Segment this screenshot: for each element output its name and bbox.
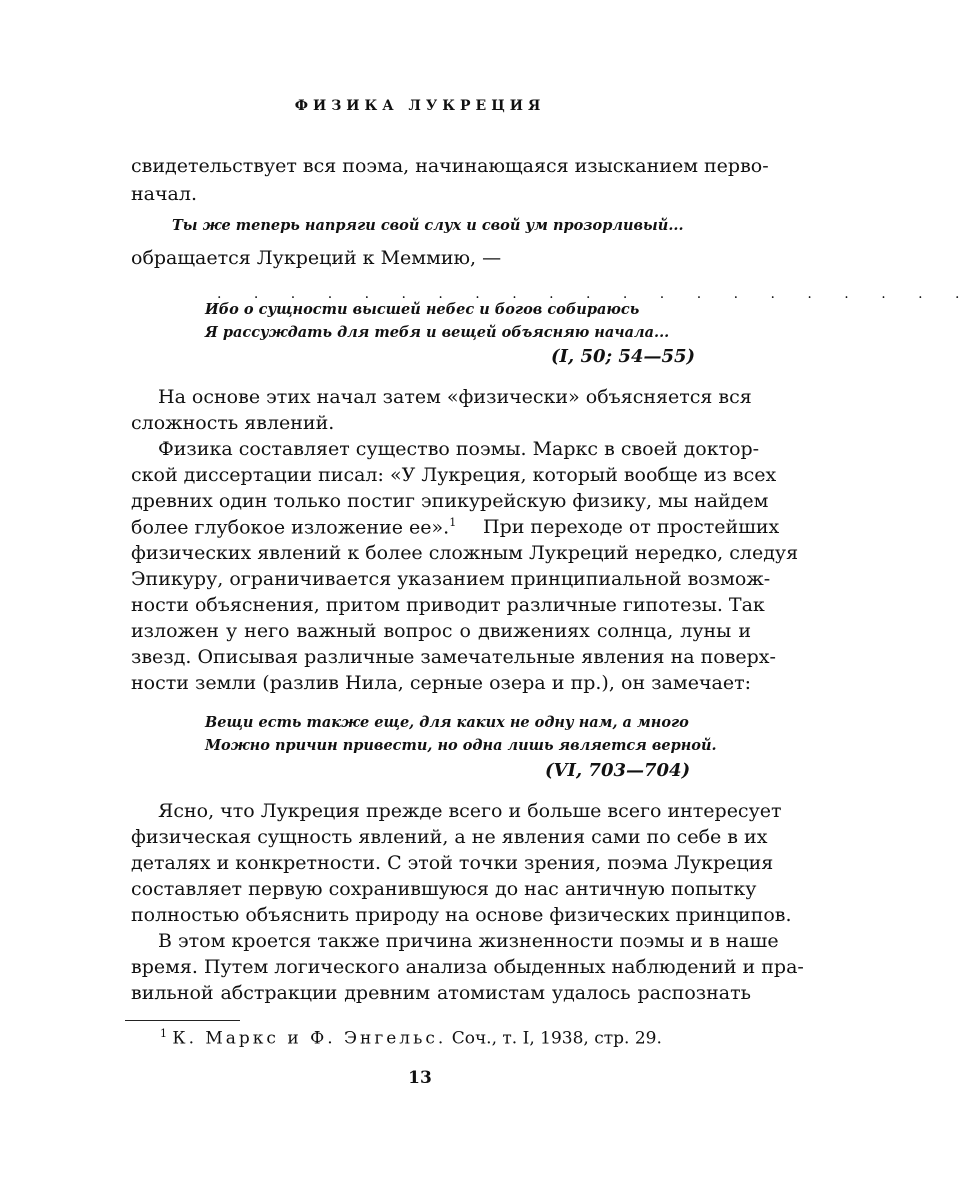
footnote-source: Соч., т. I, 1938, стр. 29. [451, 1028, 662, 1049]
verse-line: Ибо о сущности высшей небес и богов собираюсь [205, 301, 640, 318]
text-line: время. Путем логического анализа обыденных наблюдений и пра- [131, 956, 804, 978]
page-number: 13 [408, 1068, 432, 1088]
text-line [131, 516, 456, 538]
verse-citation: (I, 50; 54—55) [551, 346, 696, 367]
text-line: физическая сущность явлений, а не явления сами по себе в их [131, 826, 768, 848]
text-line: ской диссертации писал: «У Лукреция, который вообще из всех [131, 464, 777, 486]
text-line: изложен у него важный вопрос о движениях солнца, луны и [131, 620, 751, 642]
text-line: сложность явлений. [131, 412, 335, 434]
verse-line: Вещи есть также еще, для каких не одну нам, а много [205, 714, 689, 731]
text-line: Эпикуру, ограничивается указанием принципиальной возмож- [131, 568, 771, 590]
footnote-divider [125, 1020, 240, 1021]
text-line: На основе этих начал затем «физически» объясняется вся [158, 386, 752, 408]
footnote [160, 1027, 662, 1049]
text-line: деталях и конкретности. С этой точки зрения, поэма Лукреция [131, 852, 774, 874]
text-line: физических явлений к более сложным Лукреций нередко, следуя [131, 542, 799, 564]
text-line: Физика составляет существо поэмы. Маркс в своей доктор- [158, 438, 760, 460]
text-line: начал. [131, 183, 197, 205]
text-line: вильной абстракции древним атомистам удалось распознать [131, 982, 751, 1004]
verse-line: Можно причин привести, но одна лишь является верной. [205, 737, 717, 754]
text-line: В этом кроется также причина жизненности поэмы и в наше [158, 930, 779, 952]
footnote-authors: К. Маркс и Ф. Энгельс. [172, 1028, 447, 1049]
footnote-marker: 1 [449, 516, 457, 529]
text-line: Ясно, что Лукреция прежде всего и больше всего интересует [158, 800, 782, 822]
verse-citation: (VI, 703—704) [545, 760, 691, 781]
text-line: древних один только постиг эпикурейскую физику, мы найдем [131, 490, 769, 512]
verse-line: Я рассуждать для тебя и вещей объясняю начала... [205, 324, 670, 341]
text-line: обращается Лукреций к Меммию, — [131, 247, 502, 269]
running-title: ФИЗИКА ЛУКРЕЦИЯ [294, 98, 546, 114]
text-line: составляет первую сохранившуюся до нас античную попытку [131, 878, 757, 900]
verse-line: Ты же теперь напряги свой слух и свой ум прозорливый... [172, 217, 684, 234]
text-line: ности объяснения, притом приводит различные гипотезы. Так [131, 594, 765, 616]
text-line: При переходе от простейших [483, 516, 780, 538]
text-line: ности земли (разлив Нила, серные озера и пр.), он замечает: [131, 672, 751, 694]
ellipsis-dots: . . . . . . . . . . . . . . . . . . . . . [217, 286, 973, 302]
footnote-mark: 1 [160, 1027, 167, 1040]
text-fragment: более глубокое изложение ее». [131, 516, 450, 539]
text-line: полностью объяснить природу на основе физических принципов. [131, 904, 792, 926]
text-line: свидетельствует вся поэма, начинающаяся изысканием перво- [131, 155, 769, 177]
text-line: звезд. Описывая различные замечательные явления на поверх- [131, 646, 776, 668]
